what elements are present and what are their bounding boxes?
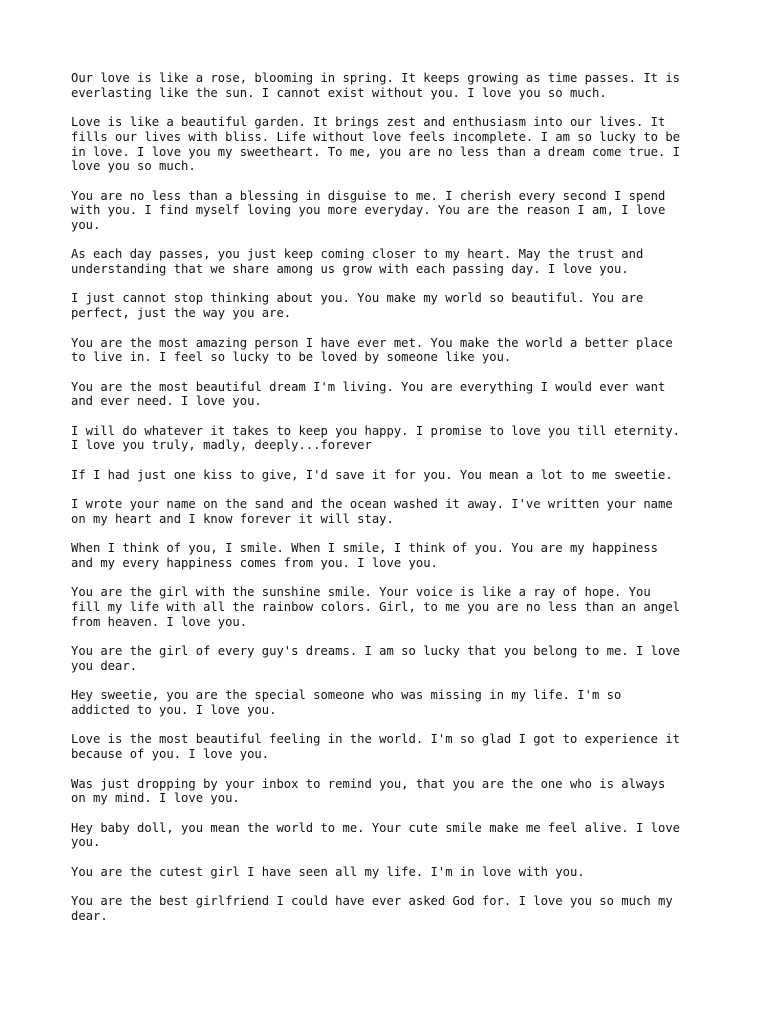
paragraph-9: If I had just one kiss to give, I'd save it for you. You mean a lot to me sweetie. <box>71 467 673 482</box>
paragraph-11: When I think of you, I smile. When I smile, I think of you. You are my happiness and my every happiness comes from you. I love you. <box>71 541 658 571</box>
paragraph-16: Was just dropping by your inbox to remind you, that you are the one who is always on my mind. I love you. <box>71 776 666 806</box>
paragraph-10: I wrote your name on the sand and the ocean washed it away. I've written your name on my heart and I know forever it will stay. <box>71 497 673 526</box>
paragraph-17: Hey baby doll, you mean the world to me. Your cute smile make me feel alive. I love you. <box>71 820 681 850</box>
paragraph-14: Hey sweetie, you are the special someone who was missing in my life. I'm so addicted to you. I love you. <box>71 688 622 718</box>
paragraph-2: Love is like a beautiful garden. It brings zest and enthusiasm into our lives. It fills our lives with bliss. Life without love feels incomplete. I am so lucky to be in love. I love you my sweetheart. To me, you are no less than a dream come true. I love you so much. <box>71 115 681 174</box>
document-page <box>71 71 711 938</box>
paragraph-7: You are the most beautiful dream I'm living. You are everything I would ever want and ever need. I love you. <box>71 379 666 409</box>
paragraph-15: Love is the most beautiful feeling in the world. I'm so glad I got to experience it because of you. I love you. <box>71 732 681 762</box>
paragraph-18: You are the cutest girl I have seen all my life. I'm in love with you. <box>71 864 585 879</box>
paragraph-19: You are the best girlfriend I could have ever asked God for. I love you so much my dear. <box>71 894 673 923</box>
paragraph-5: I just cannot stop thinking about you. You make my world so beautiful. You are perfect, just the way you are. <box>71 291 644 321</box>
paragraph-12: You are the girl with the sunshine smile. Your voice is like a ray of hope. You fill my life with all the rainbow colors. Girl, to me you are no less than an angel from heaven. I love you. <box>71 585 681 629</box>
paragraph-1: Our love is like a rose, blooming in spring. It keeps growing as time passes. It is everlasting like the sun. I cannot exist without you. I love you so much. <box>71 71 681 100</box>
paragraph-13: You are the girl of every guy's dreams. I am so lucky that you belong to me. I love you dear. <box>71 644 681 673</box>
paragraph-8: I will do whatever it takes to keep you happy. I promise to love you till eternity. I love you truly, madly, deeply...forever <box>71 423 681 453</box>
paragraph-6: You are the most amazing person I have ever met. You make the world a better place to live in. I feel so lucky to be loved by someone like you. <box>71 335 673 365</box>
paragraph-3: You are no less than a blessing in disguise to me. I cherish every second I spend with you. I find myself loving you more everyday. You are the reason I am, I love you. <box>71 188 666 232</box>
paragraph-4: As each day passes, you just keep coming closer to my heart. May the trust and understanding that we share among us grow with each passing day. I love you. <box>71 247 644 277</box>
